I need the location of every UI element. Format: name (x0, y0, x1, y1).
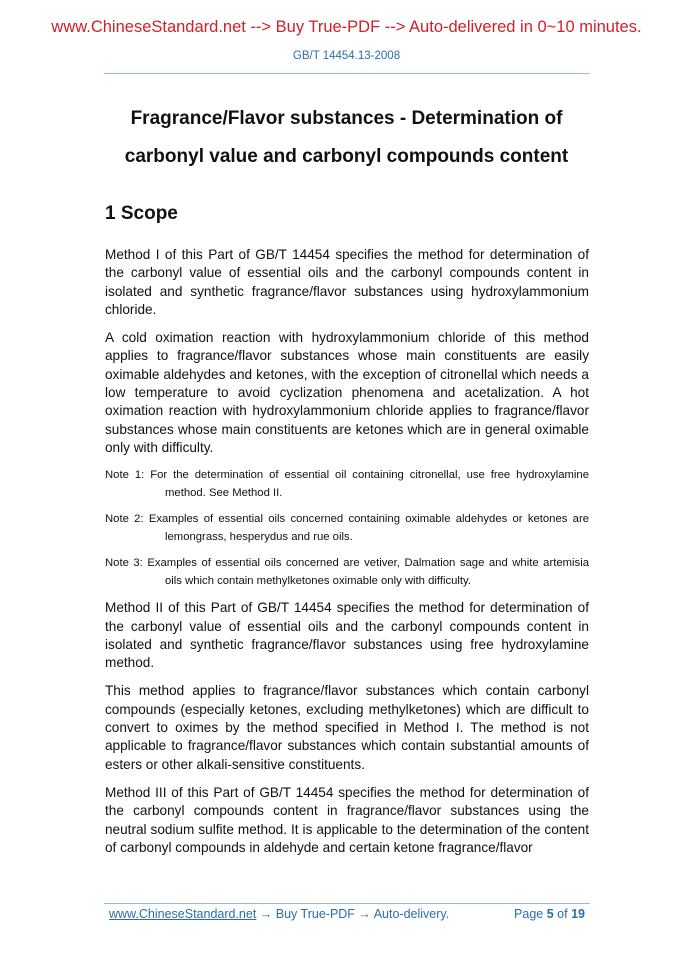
page-total: 19 (571, 907, 585, 921)
paragraph: A cold oximation reaction with hydroxylammonium chloride of this method applies to fragrance/flavor substances whose main constituents are easily oximable aldehydes and ketones, with the exception of citronellal which needs a low temperature to avoid cyclization phenomena and acetalization. A hot oximation reaction with hydroxylammonium chloride applies to fragrance/flavor substances whose main constituents are ketones which are in general oximable only with difficulty. (105, 330, 589, 455)
note: Note 1: For the determination of essential oil containing citronellal, use free hydroxylamine method. See Method II. (105, 469, 589, 499)
paragraph: Method I of this Part of GB/T 14454 specifies the method for determination of the carbonyl value of essential oils and the carbonyl compounds content in isolated and synthetic fragrance/flavor substances using hydroxylammonium chloride. (105, 247, 589, 317)
section-body (105, 246, 589, 867)
page-of: of (557, 907, 568, 921)
footer-link[interactable]: www.ChineseStandard.net (109, 907, 257, 921)
footer (109, 907, 585, 921)
title-line-1: Fragrance/Flavor substances - Determination of (130, 108, 563, 129)
page-label: Page (514, 907, 544, 921)
section-heading: 1 Scope (105, 203, 178, 224)
note: Note 2: Examples of essential oils concerned containing oximable aldehydes or ketones are lemongrass, hesperydus and rue oils. (105, 513, 589, 543)
paragraph: Method III of this Part of GB/T 14454 specifies the method for determination of the carbonyl compounds content in fragrance/flavor substances using the neutral sodium sulfite method. It is applicable to the determination of the content of carbonyl compounds in aldehyde and certain ketone fragrance/flavor (105, 784, 589, 855)
page-number: 5 (546, 907, 554, 921)
paragraph: Method II of this Part of GB/T 14454 specifies the method for determination of the carbonyl value of essential oils and the carbonyl compounds content in isolated and synthetic fragrance/flavor substances using free hydroxylamine method. (105, 600, 589, 671)
footer-divider (104, 903, 590, 904)
standard-number: GB/T 14454.13-2008 (292, 50, 401, 62)
footer-text: → Buy True-PDF → Auto-delivery. (256, 907, 450, 921)
promo-banner[interactable]: www.ChineseStandard.net --> Buy True-PDF --> Auto-delivered in 0~10 minutes. (51, 18, 642, 36)
header-divider (104, 73, 590, 74)
page-indicator (514, 907, 585, 921)
document-title (60, 100, 633, 176)
paragraph: This method applies to fragrance/flavor substances which contain carbonyl compounds (especially ketones, excluding methylketones) which are difficult to convert to oximes by the method specified in Method I. The method is not applicable to fragrance/flavor substances which contain substantial amounts of esters or other alkali-sensitive constituents. (105, 683, 589, 772)
note: Note 3: Examples of essential oils concerned are vetiver, Dalmation sage and white artemisia oils which contain methylketones oximable only with difficulty. (105, 557, 589, 587)
title-line-2: carbonyl value and carbonyl compounds content (124, 146, 569, 167)
